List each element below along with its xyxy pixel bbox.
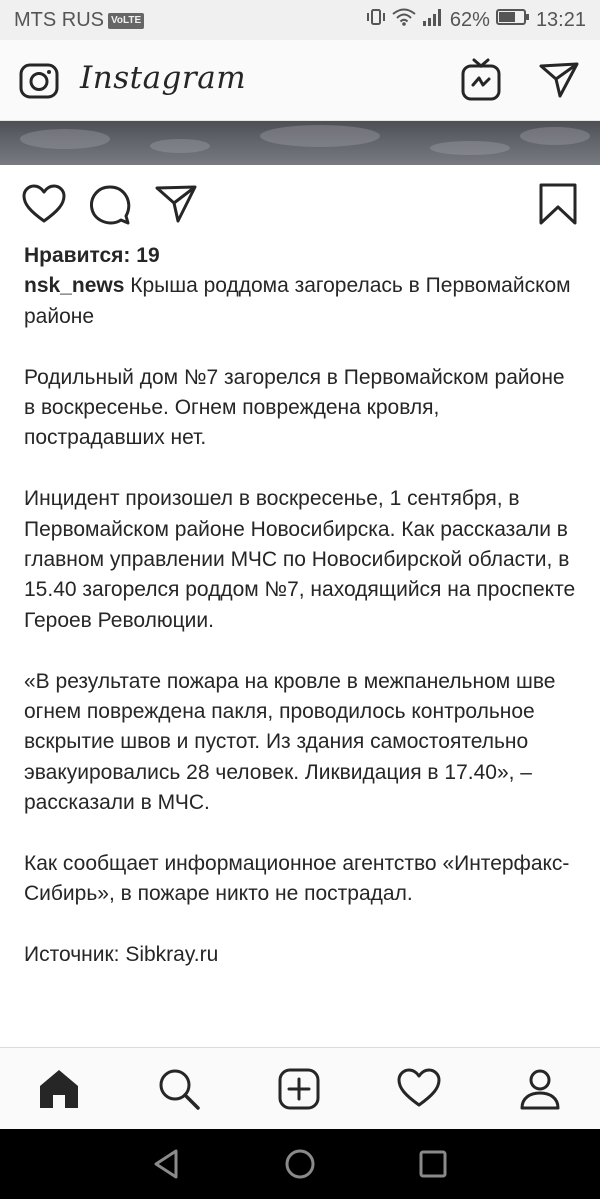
instagram-logo[interactable]: Instagram (80, 60, 247, 96)
post-caption-area (24, 241, 580, 971)
carrier-label: MTS RUS (14, 9, 104, 31)
post-image[interactable] (0, 121, 600, 165)
caption-paragraph: Инцидент произошел в воскресенье, 1 сентября, в Первомайском районе Новосибирска. Как рассказали в главном управлении МЧС по Новосибирской области, в 15.40 загорелся роддом №7, находящийся на проспекте Героев Революции. (24, 487, 576, 632)
igtv-icon[interactable] (460, 58, 502, 102)
bottom-navigation (0, 1047, 600, 1130)
system-navigation-bar (0, 1129, 600, 1199)
activity-icon[interactable] (397, 1067, 441, 1111)
save-icon[interactable] (536, 183, 580, 227)
battery-percent: 62% (449, 8, 490, 31)
vibrate-icon (366, 8, 386, 32)
caption-title: Крыша роддома загорелась в Первомайском районе (24, 274, 571, 328)
recents-icon[interactable] (415, 1146, 451, 1182)
back-icon[interactable] (150, 1146, 186, 1182)
wifi-icon (392, 8, 416, 32)
home-circle-icon[interactable] (282, 1146, 318, 1182)
caption-paragraph: «В результате пожара на кровле в межпанельном шве огнем повреждена пакля, проводилось контрольное вскрытие швов и пустот. Из здания самостоятельно эвакуировались 28 человек. Ликвидация в 17.40», – рассказали в МЧС. (24, 669, 556, 815)
home-icon[interactable] (37, 1067, 81, 1111)
search-icon[interactable] (157, 1067, 201, 1111)
caption-paragraph: Родильный дом №7 загорелся в Первомайском районе в воскресенье. Огнем повреждена кровля, пострадавших нет. (24, 365, 565, 450)
comment-icon[interactable] (88, 183, 132, 227)
share-icon[interactable] (154, 183, 198, 227)
new-post-icon[interactable] (277, 1067, 321, 1111)
caption-source: Источник: Sibkray.ru (24, 943, 219, 967)
like-icon[interactable] (22, 183, 66, 227)
volte-badge: VoLTE (108, 13, 144, 29)
profile-icon[interactable] (518, 1067, 562, 1111)
battery-icon (496, 8, 530, 32)
likes-count[interactable]: Нравится: 19 (24, 244, 160, 267)
post-actions (0, 165, 600, 241)
app-header (0, 40, 600, 121)
signal-icon (422, 8, 444, 32)
status-bar (0, 0, 600, 40)
caption (24, 271, 580, 332)
clock: 13:21 (535, 8, 586, 31)
camera-icon[interactable] (18, 60, 60, 102)
caption-paragraph: Как сообщает информационное агентство «Интерфакс-Сибирь», в пожаре никто не пострадал. (24, 852, 570, 906)
username[interactable]: nsk_news (24, 274, 125, 298)
direct-send-icon[interactable] (538, 60, 580, 100)
